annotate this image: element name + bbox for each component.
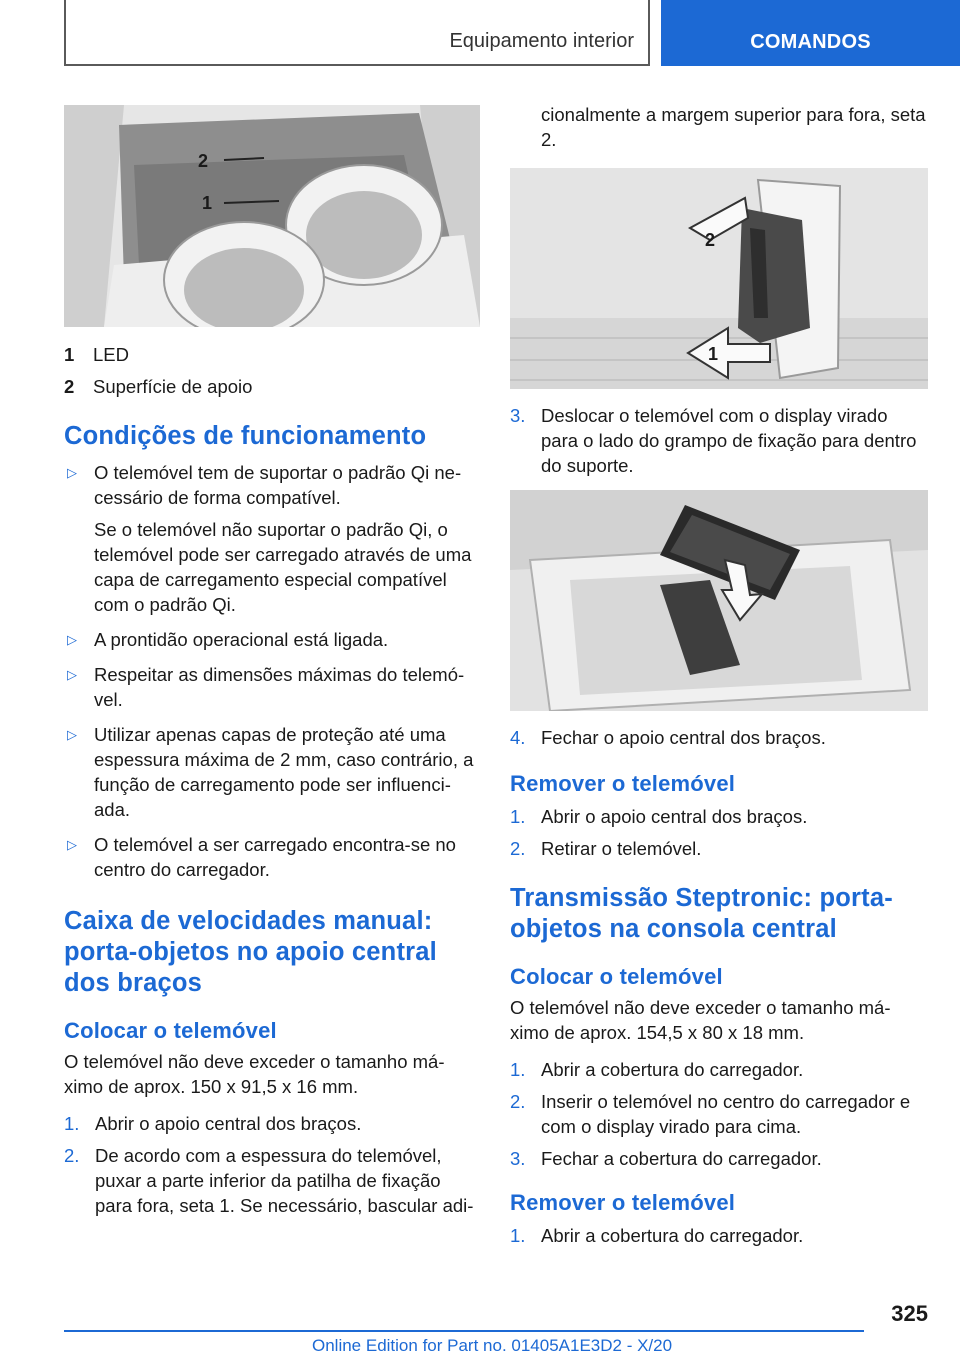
step-item <box>510 1057 928 1082</box>
triangle-bullet-icon: ▷ <box>67 632 77 647</box>
step-item <box>510 403 928 478</box>
figure-holder-clip-arrows <box>510 168 928 389</box>
step-text: Abrir o apoio central dos braços. <box>95 1113 362 1134</box>
figure-legend <box>64 339 480 403</box>
remove-steps-list <box>510 804 928 861</box>
footer-divider <box>64 1330 864 1332</box>
figure-phone-insert <box>510 490 928 711</box>
section-tab <box>64 0 650 66</box>
list-item <box>64 722 480 822</box>
step-number: 1. <box>510 1225 526 1246</box>
list-item <box>64 460 480 617</box>
cupholder-illustration <box>64 105 480 327</box>
insert-steps-list <box>64 1111 480 1218</box>
left-column <box>64 105 480 1225</box>
step-number: 1. <box>510 1059 526 1080</box>
insert-steps-list <box>510 1057 928 1171</box>
close-armrest-step <box>510 725 928 750</box>
step-item <box>510 1089 928 1139</box>
list-item <box>64 627 480 652</box>
legend-item <box>64 371 480 403</box>
heading-operating-conditions: Condições de funcionamento <box>64 422 427 450</box>
right-column <box>510 102 928 1255</box>
step-number: 3. <box>510 1148 526 1169</box>
step-text: Abrir a cobertura do carregador. <box>541 1225 804 1246</box>
size-limit-text: O telemóvel não deve exceder o tamanho má-ximo de aprox. 150 x 91,5 x 16 mm. <box>64 1051 445 1097</box>
phone-insert-illustration <box>510 490 928 711</box>
callout-2: 2 <box>198 151 209 171</box>
legend-text: LED <box>93 344 129 365</box>
step-item <box>510 725 928 750</box>
section-title: Equipamento interior <box>449 30 634 52</box>
step-text: Inserir o telemóvel no centro do carregador e com o display virado para cima. <box>541 1091 911 1137</box>
heading-manual-gearbox-storage: Caixa de velocidades manual: porta-objetos no apoio central dos braços <box>64 907 437 997</box>
step-item <box>510 1223 928 1248</box>
insert-steps-continued <box>510 403 928 478</box>
legend-number: 1 <box>64 344 75 365</box>
legend-item <box>64 339 480 371</box>
bullet-text: O telemóvel tem de suportar o padrão Qi ne-cessário de forma compatível. <box>94 462 462 508</box>
step-number: 1. <box>510 806 526 827</box>
step-text: Abrir o apoio central dos braços. <box>541 806 808 827</box>
step-text: Fechar o apoio central dos braços. <box>541 727 826 748</box>
step-text: Deslocar o telemóvel com o display virado para o lado do grampo de fixação para dentro do suporte. <box>541 405 917 476</box>
subheading-remove-phone: Remover o telemóvel <box>510 771 736 796</box>
holder-clip-illustration <box>510 168 928 389</box>
step-number: 3. <box>510 405 526 426</box>
list-item <box>64 662 480 712</box>
triangle-bullet-icon: ▷ <box>67 465 77 480</box>
step-item <box>64 1111 480 1136</box>
edition-text: Online Edition for Part no. 01405A1E3D2 - X/20 <box>312 1336 673 1355</box>
size-limit-text: O telemóvel não deve exceder o tamanho má-ximo de aprox. 154,5 x 80 x 18 mm. <box>510 997 891 1043</box>
step-item <box>510 1146 928 1171</box>
triangle-bullet-icon: ▷ <box>67 667 77 682</box>
triangle-bullet-icon: ▷ <box>67 837 77 852</box>
triangle-bullet-icon: ▷ <box>67 727 77 742</box>
bullet-text: Respeitar as dimensões máximas do telemó-vel. <box>94 664 465 710</box>
subheading-insert-phone: Colocar o telemóvel <box>510 964 723 989</box>
step-text: Abrir a cobertura do carregador. <box>541 1059 804 1080</box>
page-number: 325 <box>891 1301 928 1326</box>
bullet-extra-text: Se o telemóvel não suportar o padrão Qi, o telemóvel pode ser carregado através de uma capa de carregamento especial compatível com o padrão Qi. <box>94 519 472 615</box>
conditions-list <box>64 460 480 882</box>
arrow-callout-2: 2 <box>705 230 716 250</box>
continued-step-text: cionalmente a margem superior para fora, seta 2. <box>541 104 926 150</box>
arrow-callout-1: 1 <box>708 344 719 364</box>
bullet-text: Utilizar apenas capas de proteção até uma espessura máxima de 2 mm, caso contrário, a função de carregamento pode ser influenci-ada. <box>94 724 474 820</box>
heading-steptronic-storage: Transmissão Steptronic: porta-objetos na consola central <box>510 884 893 943</box>
step-number: 1. <box>64 1113 80 1134</box>
figure-cupholder-charging-tray <box>64 105 480 327</box>
step-number: 4. <box>510 727 526 748</box>
step-text: Retirar o telemóvel. <box>541 838 702 859</box>
step-text: De acordo com a espessura do telemóvel, puxar a parte inferior da patilha de fixação para fora, seta 1. Se necessário, bascular adi- <box>95 1145 474 1216</box>
legend-number: 2 <box>64 376 75 397</box>
remove-steps-list <box>510 1223 928 1248</box>
step-text: Fechar a cobertura do carregador. <box>541 1148 822 1169</box>
step-number: 2. <box>510 1091 526 1112</box>
step-item <box>510 836 928 861</box>
chapter-title: COMANDOS <box>750 31 871 53</box>
callout-1: 1 <box>202 193 213 213</box>
bullet-text: A prontidão operacional está ligada. <box>94 629 389 650</box>
step-item <box>510 804 928 829</box>
step-item <box>64 1143 480 1218</box>
subheading-remove-phone: Remover o telemóvel <box>510 1190 736 1215</box>
subheading-insert-phone: Colocar o telemóvel <box>64 1018 277 1043</box>
bullet-text: O telemóvel a ser carregado encontra-se no centro do carregador. <box>94 834 456 880</box>
step-number: 2. <box>510 838 526 859</box>
list-item <box>64 832 480 882</box>
legend-text: Superfície de apoio <box>93 376 253 397</box>
chapter-tab <box>661 0 960 66</box>
step-number: 2. <box>64 1145 80 1166</box>
